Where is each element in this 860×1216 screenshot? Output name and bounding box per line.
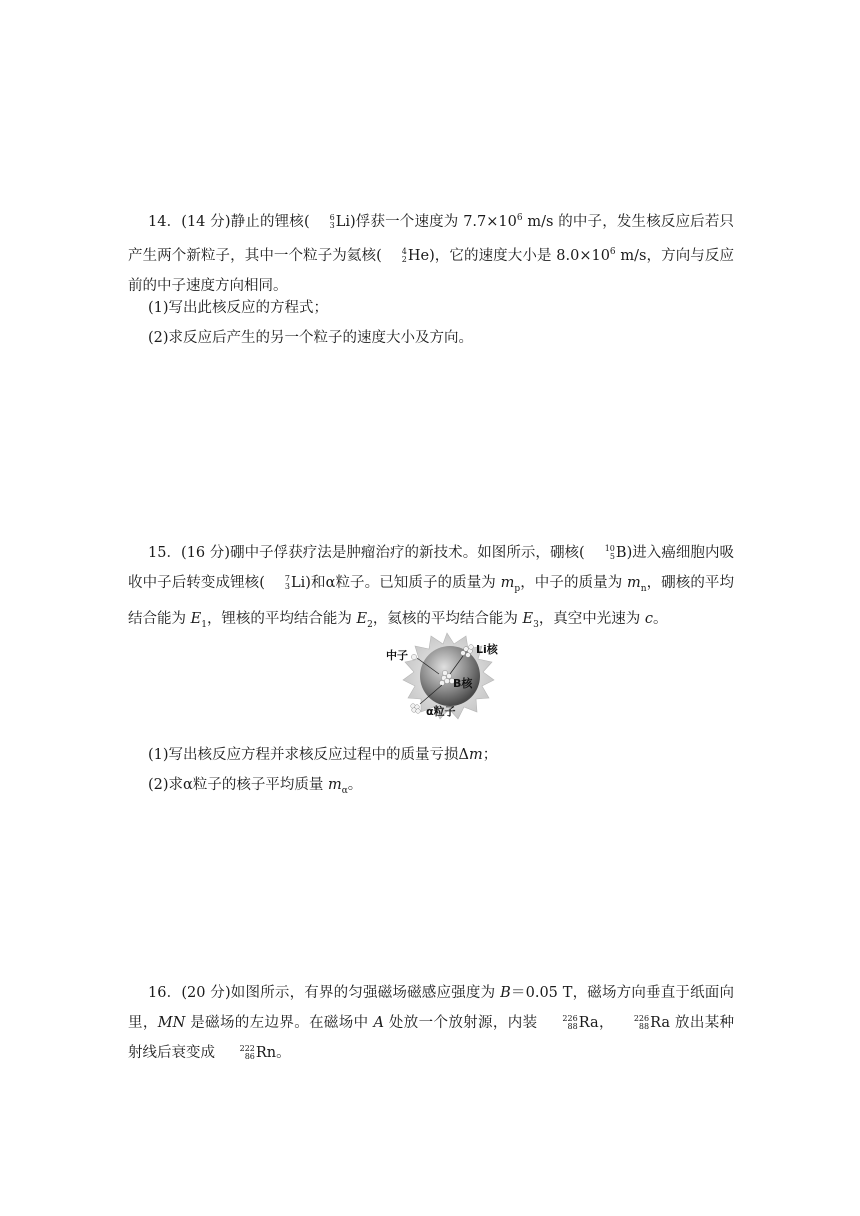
question-number: 15． [148,545,182,561]
question-score: (16 分) [181,545,231,561]
question-14-text: 14．(14 分)静止的锂核( 6 3 Li)俘获一个速度为 $7.7\times 10^6$ m/s 的中子，发生核反应后若只产生两个新粒子，其中一个粒子为氦核( 4 2 He)，它的速度大小是 $8.0\times 10^6$ m/s，方向与反应前的中子速度方向相同。 [128,212,734,294]
question-15-sub-1: (1)写出核反应方程并求核反应过程中的质量亏损Δm； [148,747,498,763]
question-16-text: 16．(20 分)如图所示，有界的匀强磁场磁感应强度为 B＝0.05 T，磁场方向垂直于纸面向里，MN 是磁场的左边界。在磁场中 A 处放一个放射源，内装 226 88 Ra， 226 88 Ra 放出某种射线后衰变成 222 86 Rn。 [128,985,735,1061]
boron-capture-figure [384,630,510,720]
nuclide-ra-226: 226 88 [633,1014,650,1031]
nuclide-li-7: 7 3 [284,574,290,591]
question-14-sub-2: (2)求反应后产生的另一个粒子的速度大小及方向。 [148,330,474,346]
nuclide-ra-226: 226 88 [562,1014,578,1031]
label-b: B核 [453,677,473,690]
question-14-sub-1: (1)写出此核反应的方程式； [148,300,329,316]
question-number: 14． [148,213,182,230]
alpha-particle-icon [411,704,421,714]
question-score: (14 分) [181,213,231,230]
neutron-icon [411,654,416,659]
question-15-text: 15．(16 分)硼中子俘获疗法是肿瘤治疗的新技术。如图所示，硼核( 10 5 B)进入癌细胞内吸收中子后转变成锂核( 7 3 Li)和α粒子。已知质子的质量为 $m_p$，中子的质量为 $m_n$，硼核的平均结合能为 $E_1$，锂核的平均结合能为 $E_2$，氦核的平均结合能为 $E_3$，真空中光速为 c。 [128,544,735,630]
label-li: Li核 [476,643,498,656]
label-neutron: 中子 [386,649,408,662]
nuclide-li-6: 6 3 [329,212,335,230]
nuclide-b-10: 10 5 [604,544,615,561]
nuclide-rn-222: 222 86 [239,1044,255,1061]
question-number: 16． [148,985,182,1001]
label-alpha: α粒子 [426,705,456,718]
nuclide-he-4: 4 2 [401,246,407,264]
question-15-sub-2: (2)求α粒子的核子平均质量 $m_\alpha$。 [148,777,363,796]
question-score: (20 分) [181,985,231,1001]
